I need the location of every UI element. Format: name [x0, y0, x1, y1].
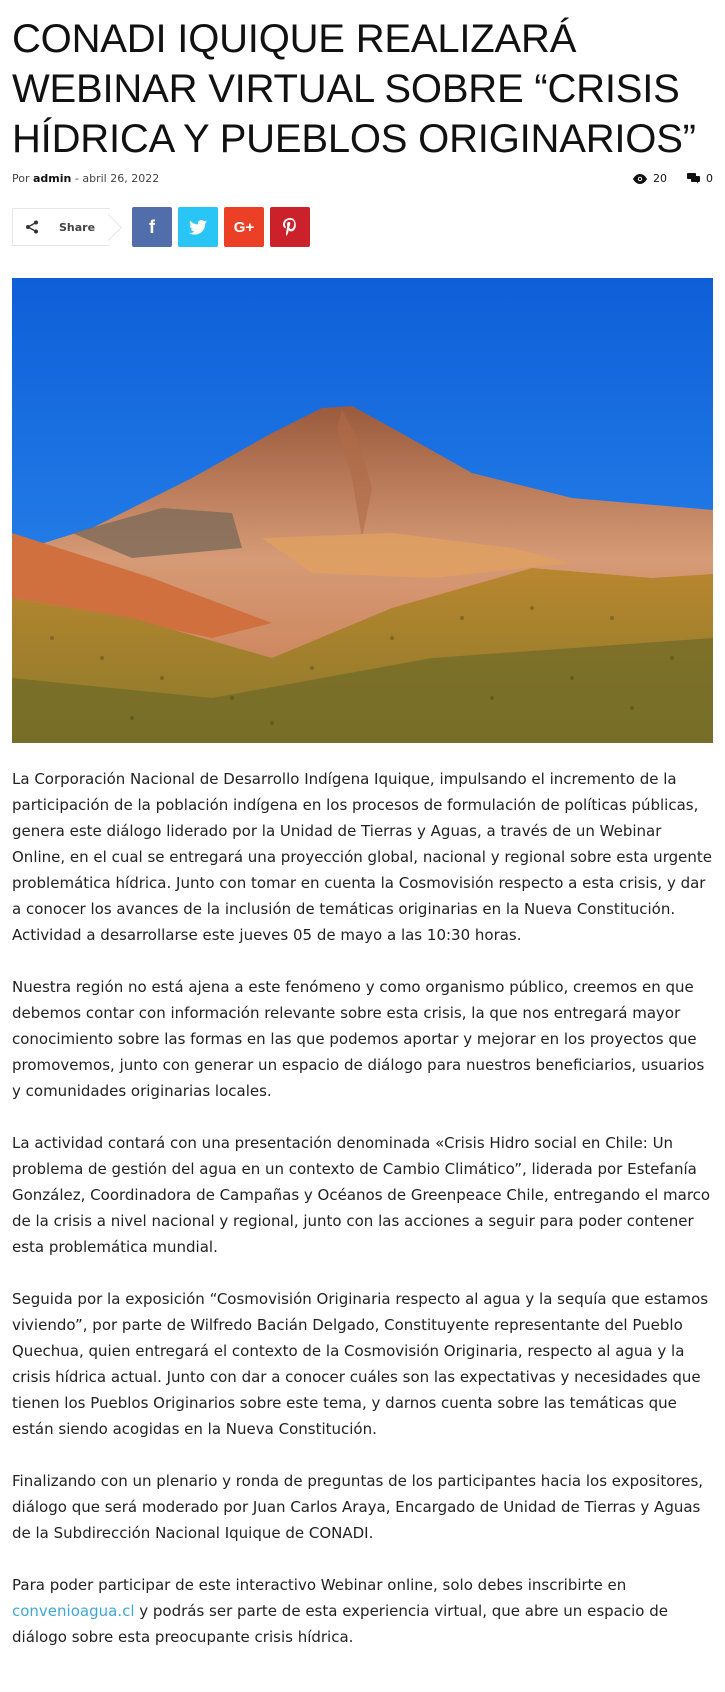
article-meta: [12, 172, 713, 192]
article-title: CONADI IQUIQUE REALIZARÁ WEBINAR VIRTUAL SOBRE “CRISIS HÍDRICA Y PUEBLOS ORIGINARIOS”: [12, 17, 696, 161]
paragraph: La Corporación Nacional de Desarrollo Indígena Iquique, impulsando el incremento de la participación de la población indígena en los procesos de formulación de políticas públicas, genera este diálogo liderado por la Unidad de Tierras y Aguas, a través de un Webinar Online, en el cual se entregará una proyección global, nacional y regional sobre esta urgente problemática hídrica. Junto con tomar en cuenta la Cosmovisión respecto a esta crisis, y dar a conocer los avances de la inclusión de temáticas originarias en la Nueva Constitución. Actividad a desarrollarse este jueves 05 de mayo a las 10:30 horas.: [12, 770, 712, 944]
twitter-share-button[interactable]: [178, 207, 218, 247]
share-icon: [25, 220, 39, 234]
pinterest-icon: [283, 218, 297, 236]
author-link[interactable]: admin: [33, 172, 72, 185]
pinterest-share-button[interactable]: [270, 207, 310, 247]
comments-icon: [687, 173, 700, 184]
mountain-landscape-image: [12, 278, 713, 743]
comments-count: 0: [706, 172, 713, 185]
article-stats: [633, 172, 713, 185]
share-button[interactable]: [12, 208, 110, 246]
paragraph: La actividad contará con una presentación denominada «Crisis Hidro social en Chile: Un problema de gestión del agua en un contexto de Cambio Climático”, liderada por Estefanía González, Coordinadora de Campañas y Océanos de Greenpeace Chile, entregando el marco de la crisis a nivel nacional y regional, junto con las acciones a seguir para poder contener esta problemática mundial.: [12, 1134, 711, 1256]
facebook-icon: f: [149, 216, 155, 237]
share-bar: [12, 206, 713, 248]
views-stat: [633, 172, 667, 185]
registration-text-before: Para poder participar de este interactivo Webinar online, solo debes inscribirte en: [12, 1576, 627, 1594]
eye-icon: [633, 174, 647, 184]
meta-separator: -: [74, 172, 79, 185]
facebook-share-button[interactable]: [132, 207, 172, 247]
featured-image: [12, 278, 713, 743]
google-plus-icon: G+: [233, 218, 255, 236]
registration-text-after: y podrás ser parte de esta experiencia virtual, que abre un espacio de diálogo sobre esta preocupante crisis hídrica.: [12, 1602, 668, 1646]
paragraph: Nuestra región no está ajena a este fenómeno y como organismo público, creemos en que debemos contar con información relevante sobre esta crisis, la que nos entregará mayor conocimiento sobre las formas en las que podemos aportar y mejorar en los proyectos que promovemos, junto con generar un espacio de diálogo para nuestros beneficiarios, usuarios y comunidades originarias locales.: [12, 978, 705, 1100]
by-label: Por: [12, 172, 30, 185]
views-count: 20: [653, 172, 667, 185]
publish-date: abril 26, 2022: [82, 172, 160, 185]
convenioagua-link[interactable]: convenioagua.cl: [12, 1602, 135, 1620]
paragraph: Finalizando con un plenario y ronda de preguntas de los participantes hacia los expositores, diálogo que será moderado por Juan Carlos Araya, Encargado de Unidad de Tierras y Aguas de la Subdirección Nacional Iquique de CONADI.: [12, 1472, 704, 1542]
google-plus-share-button[interactable]: [224, 207, 264, 247]
paragraph-registration: [12, 1572, 713, 1650]
comments-stat[interactable]: [687, 172, 713, 185]
twitter-icon: [189, 220, 207, 235]
share-label: Share: [59, 220, 96, 234]
article-header: [12, 0, 713, 248]
article-body: [12, 766, 713, 1676]
paragraph: Seguida por la exposición “Cosmovisión Originaria respecto al agua y la sequía que estamos viviendo”, por parte de Wilfredo Bacián Delgado, Constituyente representante del Pueblo Quechua, quien entregará el contexto de la Cosmovisión Originaria, respecto al agua y la crisis hídrica actual. Junto con dar a conocer cuáles son las expectativas y necesidades que tienen los Pueblos Originarios sobre este tema, y darnos cuenta sobre las temáticas que están siendo acogidas en la Nueva Constitución.: [12, 1290, 709, 1438]
